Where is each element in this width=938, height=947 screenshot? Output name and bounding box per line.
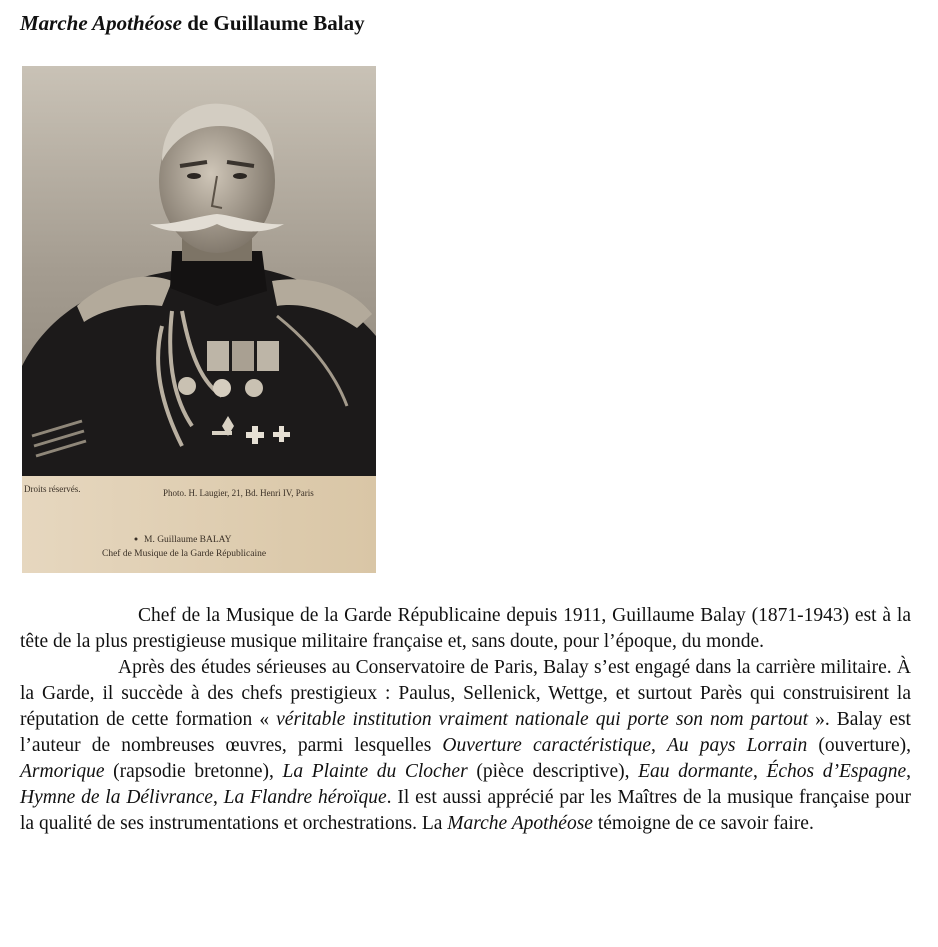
eye-left bbox=[187, 173, 201, 179]
p2-text: (ouverture), bbox=[807, 735, 911, 756]
ribbon-1 bbox=[207, 341, 229, 371]
title-rest: de Guillaume Balay bbox=[181, 11, 365, 35]
p2-text: (rapsodie bretonne), bbox=[104, 761, 283, 782]
photo-caption-line1: M. Guillaume BALAY bbox=[144, 535, 232, 545]
medal-2 bbox=[213, 379, 231, 397]
photo-caption-line2: Chef de Musique de la Garde Républicaine bbox=[102, 549, 267, 559]
photo-credit-right: Photo. H. Laugier, 21, Bd. Henri IV, Paris bbox=[163, 488, 314, 498]
p2-text: , bbox=[212, 787, 224, 808]
medal-1 bbox=[178, 377, 196, 395]
p2-text: témoigne de ce savoir faire. bbox=[592, 813, 814, 834]
p2-text: Après des études sérieuses au Conservatoire de Paris, Balay s’est engagé dans la carrière militaire. À la Garde, il succède à des chefs prestigieux : Paulus, Sellenick, Wettge, et surtout Parès qui construisirent la réputation de cette formation « bbox=[20, 657, 911, 730]
p2-text: . Il est aussi apprécié par les Maîtres de la musique française pour la qualité de ses instrumentations et orchestrations. La bbox=[20, 787, 911, 834]
work-title: Échos d’Espagne bbox=[766, 761, 907, 782]
eye-right bbox=[233, 173, 247, 179]
work-title: La Plainte du Clocher bbox=[282, 761, 468, 782]
work-title: Hymne de la Délivrance bbox=[20, 787, 213, 808]
work-title: Au pays Lorrain bbox=[667, 735, 808, 756]
p2-text: , bbox=[651, 735, 667, 756]
work-title: Ouverture caractéristique bbox=[442, 735, 652, 756]
p2-text: , bbox=[752, 761, 767, 782]
medal-3 bbox=[245, 379, 263, 397]
body-text bbox=[20, 603, 911, 837]
ribbon-3 bbox=[257, 341, 279, 371]
caption-bullet bbox=[135, 538, 138, 541]
p2-text: (pièce descriptive), bbox=[467, 761, 639, 782]
p2-text: ». Balay est l’auteur de nombreuses œuvres, parmi lesquelles bbox=[20, 709, 911, 756]
paragraph-1: Chef de la Musique de la Garde Républicaine depuis 1911, Guillaume Balay (1871-1943) est à la tête de la plus prestigieuse musique militaire française et, sans doute, pour l’époque, du monde. bbox=[20, 605, 911, 652]
quote: véritable institution vraiment nationale qui porte son nom partout bbox=[276, 709, 809, 730]
paragraph-2 bbox=[20, 655, 911, 837]
photo-credit-left: Droits réservés. bbox=[24, 484, 81, 494]
work-title: Marche Apothéose bbox=[447, 813, 593, 834]
p2-text: , bbox=[906, 761, 912, 782]
portrait-photo bbox=[22, 66, 376, 573]
work-title: La Flandre héroïque bbox=[223, 787, 387, 808]
ribbon-2 bbox=[232, 341, 254, 371]
work-title: Eau dormante bbox=[638, 761, 753, 782]
title-work: Marche Apothéose bbox=[20, 11, 182, 35]
page-title bbox=[20, 8, 365, 38]
work-title: Armorique bbox=[20, 761, 105, 782]
